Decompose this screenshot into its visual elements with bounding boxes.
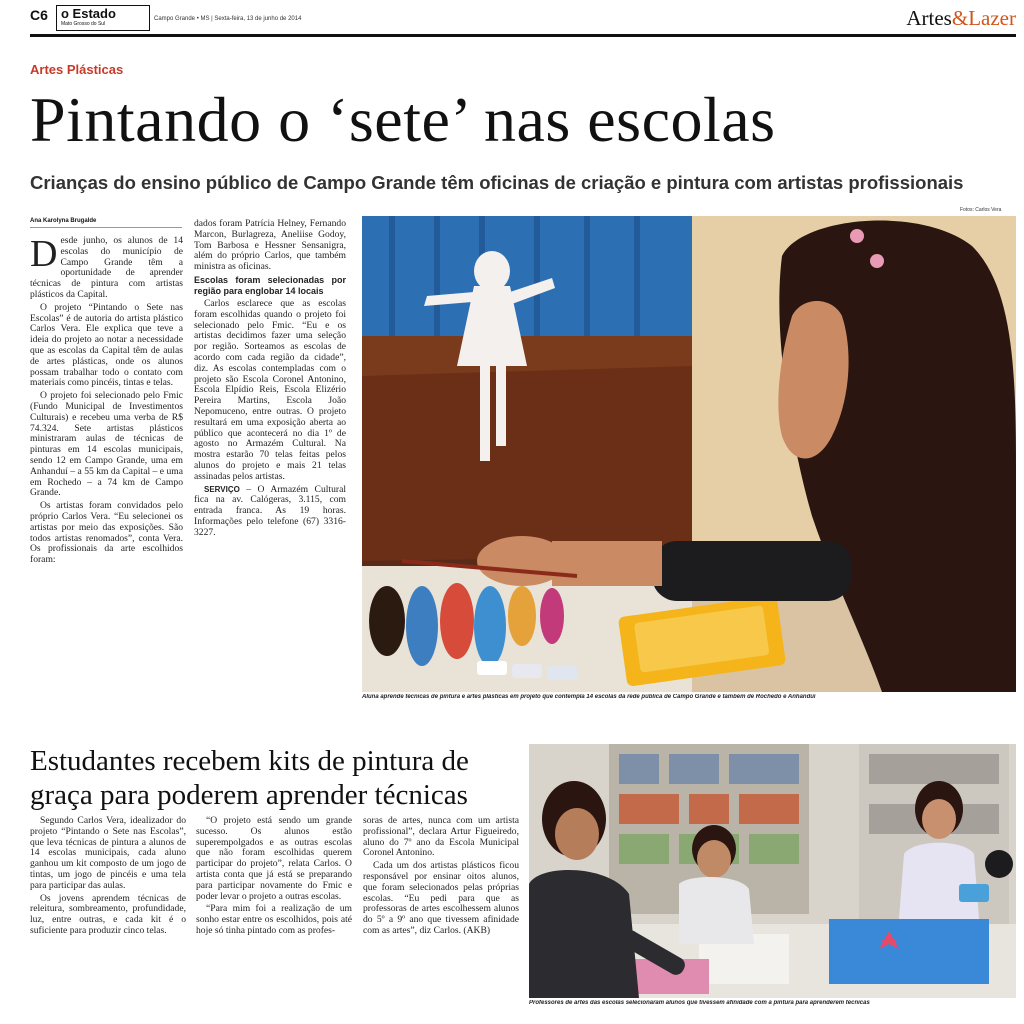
masthead-title: o Estado [61, 6, 116, 21]
paragraph: “Para mim foi a realização de um sonho estar entre os escolhidos, pois até hoje só tinha pintado com as profes- [196, 903, 352, 936]
masthead-subtitle: Mato Grosso do Sul [61, 21, 106, 27]
secondary-photo-classroom [529, 744, 1016, 998]
page-number: C6 [30, 7, 48, 23]
section-part-2: Lazer [968, 6, 1016, 30]
main-photo-caption: Aluna aprende técnicas de pintura e artes plásticas em projeto que contempla 14 escolas da rede pública de Campo Grande e também de Rochedo e Anhanduí [362, 694, 816, 700]
servico-label: SERVIÇO [204, 484, 240, 494]
section-ampersand: & [951, 6, 969, 30]
masthead-logo [56, 5, 150, 31]
paragraph-text: esde junho, os alunos de 14 escolas do município de Campo Grande têm a oportunidade de aprender técnicas de pintura com artistas plásticos da Capital. [30, 236, 183, 300]
paragraph: Segundo Carlos Vera, idealizador do projeto “Pintando o Sete nas Escolas”, que leva técnicas de pintura a alunos de 14 escolas municipais, cada aluno ganhou um kit composto de um jogo de tintas, um jogo de pincéis e uma tela para participar das aulas. [30, 816, 186, 891]
headline: Pintando o ‘sete’ nas escolas [30, 84, 776, 155]
article-column-2 [194, 219, 346, 700]
paragraph: Os jovens aprendem técnicas de releitura, sombreamento, profundidade, luz, entre outras, e cada kit é o suficiente para produzir cinco telas. [30, 892, 186, 936]
classroom-illustration [529, 744, 1016, 998]
painting-illustration [362, 216, 1016, 692]
secondary-headline-line-1: Estudantes recebem kits de pintura de [30, 745, 469, 777]
article-rubric: Artes Plásticas [30, 62, 124, 77]
dateline: Campo Grande • MS | Sexta-feira, 13 de junho de 2014 [154, 16, 302, 22]
paragraph: dados foram Patrícia Helney, Fernando Marcon, Burlagreza, Aneliise Godoy, Tom Barbosa e Hessner Sensanigra, além do próprio Carlos, que também ministra as oficinas. [194, 219, 346, 273]
article2-column-2 [196, 816, 352, 1020]
secondary-headline [30, 744, 510, 812]
paragraph: O projeto foi selecionado pelo Fmic (Fundo Municipal de Investimentos Culturais) e recebeu uma verba de R$ 74.324. Sete artistas plásticos ministraram aulas de técnicas de pinturas em 14 escolas municipais, sendo 12 em Campo Grande, uma em Anhanduí – a 55 km da Capital – e uma em Rochedo – a 74 km de Campo Grande. [30, 390, 183, 499]
paragraph: soras de artes, nunca com um artista profissional”, declara Artur Figueiredo, aluno do 7º ano da Escola Municipal Coronel Antonino. [363, 816, 519, 859]
page-header [30, 4, 1016, 37]
article2-column-3 [363, 816, 519, 1020]
paragraph: Cada um dos artistas plásticos ficou responsável por ensinar oitos alunos, que foram selecionados pelas próprias escolas. “Eu pedi para que as professoras de artes escolhessem alunos do 5º a 9º ano que tivessem afinidade com as artes”, diz Carlos. (AKB) [363, 860, 519, 936]
main-photo-girl-painting [362, 216, 1016, 692]
secondary-headline-line-2: graça para poderem aprender técnicas [30, 779, 468, 811]
section-name [906, 6, 1016, 31]
paragraph: Os artistas foram convidados pelo próprio Carlos Vera. “Eu selecionei os artistas por meio das exposições. São todos artistas renomados”, conta Vera. Os profissionais da arte escolhidos foram: [30, 500, 183, 566]
servico-paragraph [194, 485, 346, 539]
paragraph [30, 236, 183, 301]
paragraph: “O projeto está sendo um grande sucesso. Os alunos estão superempolgados e as outras escolas que não foram escolhidas querem participar do projeto”, relata Carlos. O artista conta que já está se preparando para participar novamente do Fmic e poder levar o projeto a outras escolas. [196, 816, 352, 902]
section-part-1: Artes [906, 6, 952, 30]
photo-credit: Fotos: Carlos Vera [960, 207, 1002, 213]
drop-cap: D [30, 236, 58, 275]
article-column-1 [30, 236, 183, 700]
secondary-photo-caption: Professores de artes das escolas selecionaram alunos que tivessem afinidade com a pintura para aprenderem técnicas [529, 1000, 870, 1006]
servico-text: – O Armazém Cultural fica na av. Calógeras, 3.115, com entrada franca. As 19 horas. Informações pelo telefone (67) 3316-3227. [194, 483, 346, 538]
article2-column-1 [30, 816, 186, 1020]
deck: Crianças do ensino público de Campo Grande têm oficinas de criação e pintura com artistas profissionais [30, 172, 964, 193]
byline: Ana Karolyna Brugalde [30, 218, 182, 228]
paragraph: Carlos esclarece que as escolas foram escolhidas quando o projeto foi selecionado pelo Fmic. “Eu e os artistas decidimos fazer uma seleção por região. Sorteamos as escolas de acordo com cada região da cidade”, diz. As escolas contempladas com o projeto são Escola Coronel Antonino, Escola Elpídio Reis, Escola Elizério Pereira Martins, Escola João Nepomuceno, entre outras. O projeto resultará em uma exposição aberta ao público que acontecerá no dia 1º de agosto no Armazém Cultural. Na mostra estarão 70 telas feitas pelos alunos do projeto e mais 21 telas assinadas pelos artistas. [194, 297, 346, 482]
paragraph: O projeto “Pintando o Sete nas Escolas” é de autoria do artista plástico Carlos Vera. Ele explica que teve a ideia do projeto ao notar a necessidade que as escolas da Capital têm de aulas de artes plásticas, onde os alunos possam trabalhar todo o contato com materiais como pincéis, tintas e telas. [30, 301, 183, 389]
subhead: Escolas foram selecionadas por região para englobar 14 locais [194, 274, 346, 296]
